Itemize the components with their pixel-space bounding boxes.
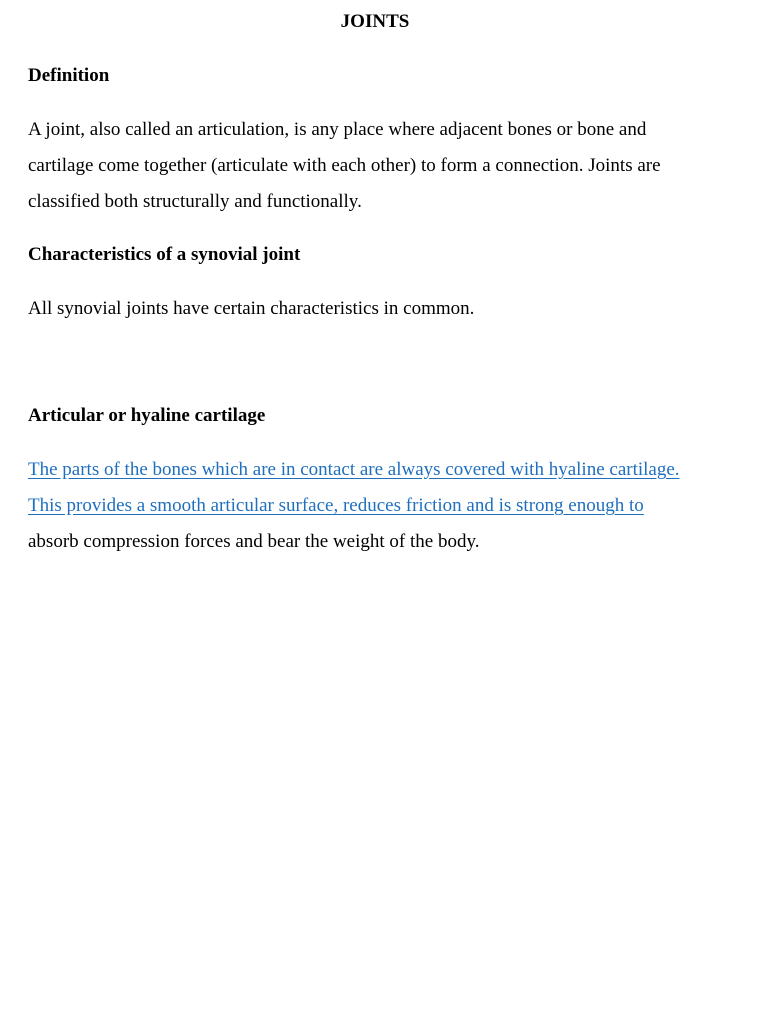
document-title: JOINTS bbox=[340, 11, 410, 32]
synovial-characteristics-paragraph bbox=[28, 291, 740, 327]
hyperlink-line-wrapper bbox=[28, 488, 740, 524]
definition-paragraph bbox=[28, 112, 740, 220]
hyperlink-text[interactable]: The parts of the bones which are in contact are always covered with hyaline cartilage. bbox=[28, 459, 680, 480]
section-heading-synovial-characteristics: Characteristics of a synovial joint bbox=[28, 244, 301, 265]
articular-cartilage-paragraph bbox=[28, 452, 740, 560]
paragraph-line: A joint, also called an articulation, is any place where adjacent bones or bone and bbox=[28, 119, 647, 140]
hyperlink-text[interactable]: This provides a smooth articular surface, reduces friction and is strong enough to bbox=[28, 495, 644, 516]
paragraph-line: cartilage come together (articulate with each other) to form a connection. Joints are bbox=[28, 155, 661, 176]
hyperlink-line-wrapper bbox=[28, 452, 740, 488]
paragraph-line: classified both structurally and functionally. bbox=[28, 191, 362, 212]
section-heading-definition: Definition bbox=[28, 65, 110, 86]
paragraph-line: All synovial joints have certain characteristics in common. bbox=[28, 298, 475, 319]
section-heading-articular-cartilage: Articular or hyaline cartilage bbox=[28, 405, 266, 426]
paragraph-line: absorb compression forces and bear the weight of the body. bbox=[28, 531, 480, 552]
